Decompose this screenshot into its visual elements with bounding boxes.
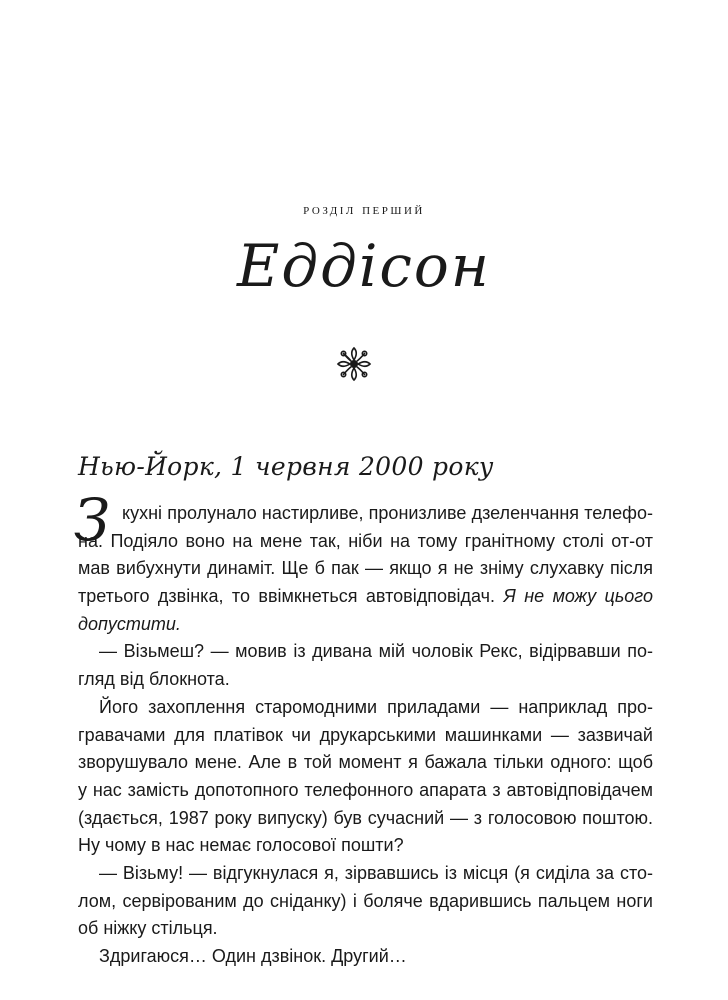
- text-line: гляд від блокнота.: [78, 669, 230, 690]
- floral-ornament-icon: [334, 344, 374, 384]
- text-line: мав вибухнути динаміт. Ще б пак — якщо я не зніму слухавку після: [78, 558, 653, 579]
- text-line: об ніжку стільця.: [78, 918, 218, 939]
- text-line: на. Подіяло воно на мене так, ніби на тому гранітному столі от-от: [78, 530, 653, 551]
- body-text: [74, 486, 653, 971]
- text-line: допустити.: [78, 613, 181, 634]
- drop-cap: З: [74, 486, 111, 554]
- text-line: — Візьму! — відгукнулася я, зірвавшись із місця (я сиділа за сто-: [99, 862, 653, 883]
- text-line: кухні пролунало настирливе, пронизливе дзеленчання телефо-: [122, 503, 653, 523]
- text-line: [78, 583, 653, 611]
- chapter-title: Еддісон: [236, 232, 491, 300]
- place-date-heading: Нью-Йорк, 1 червня 2000 року: [78, 452, 494, 481]
- text-line: зворушувало мене. Але в той момент я бажала тільки одного: щоб: [78, 752, 653, 773]
- text-line: Здригаюся… Один дзвінок. Другий…: [99, 946, 407, 966]
- text-line: Його захоплення старомодними приладами — наприклад про-: [99, 696, 653, 717]
- text-line: у нас замість допотопного телефонного апарата з автовідповідачем: [78, 779, 653, 800]
- text-line: лом, сервірованим до сніданку) і боляче вдарившись пальцем ноги: [78, 890, 653, 911]
- text-line-part: третього дзвінка, то ввімкнеться автовідповідач.: [78, 586, 496, 607]
- text-line: Ну чому в нас немає голосової пошти?: [78, 835, 404, 856]
- italic-text: Я не можу цього: [503, 586, 653, 607]
- text-line: гравачами для платівок чи друкарськими машинками — зазвичай: [78, 724, 653, 745]
- chapter-label: розділ перший: [303, 202, 425, 218]
- text-line: — Візьмеш? — мовив із дивана мій чоловік Рекс, відірвавши по-: [99, 641, 653, 662]
- text-line: (здається, 1987 року випуску) був сучасний — з голосовою поштою.: [78, 807, 653, 828]
